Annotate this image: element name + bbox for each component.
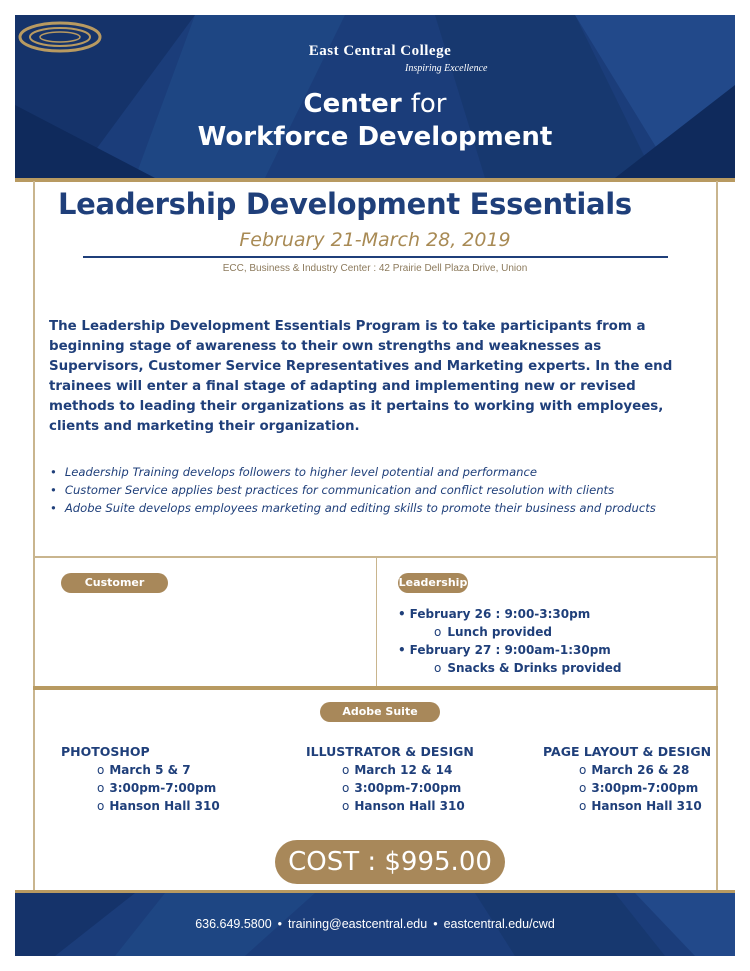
divider-sessions-vertical	[376, 558, 377, 686]
program-bullet-list	[50, 463, 700, 517]
leadership-label: Leadership	[398, 573, 468, 593]
course-illustrator	[306, 743, 474, 815]
bullet-customer-service: • Customer Service applies best practices for communication and conflict resolution with clients	[50, 481, 700, 499]
event-title: Leadership Development Essentials	[58, 187, 632, 221]
course-dates: o March 5 & 7	[97, 761, 220, 779]
header-banner	[15, 15, 735, 178]
course-location: o Hanson Hall 310	[579, 797, 711, 815]
college-logo-swoosh-icon	[15, 15, 105, 55]
course-location: o Hanson Hall 310	[97, 797, 220, 815]
event-address: ECC, Business & Industry Center : 42 Prairie Dell Plaza Drive, Union	[222, 263, 528, 274]
intro-paragraph: The Leadership Development Essentials Program is to take participants from a beginning stage of awareness to their own strengths and weaknesses as Supervisors, Customer Service Representatives and Marketing experts. In the end trainees will enter a final stage of adapting and implementing new or revised methods to leading their organizations as it pertains to working with employees, clients and marketing their organization.	[49, 319, 673, 434]
course-name: PAGE LAYOUT & DESIGN	[543, 744, 712, 759]
header-title-word1: Center	[303, 89, 402, 119]
customer-service-label: Customer Service	[61, 573, 168, 593]
header-title-word2: for	[410, 89, 447, 119]
course-time: o 3:00pm-7:00pm	[342, 779, 474, 797]
event-dates: February 21-March 28, 2019	[239, 229, 511, 251]
course-dates: o March 26 & 28	[579, 761, 711, 779]
footer-separator: •	[433, 917, 438, 931]
course-time: o 3:00pm-7:00pm	[97, 779, 220, 797]
bullet-leadership: • Leadership Training develops followers to higher level potential and performance	[50, 463, 700, 481]
course-name: ILLUSTRATOR & DESIGN	[306, 744, 474, 759]
footer-email-link[interactable]: training@eastcentral.edu	[288, 917, 428, 931]
footer-contact	[15, 893, 735, 956]
divider-adobe-top	[33, 686, 718, 690]
adobe-suite-label: Adobe Suite	[320, 702, 440, 722]
course-name: PHOTOSHOP	[61, 744, 150, 759]
header-title-line1	[15, 89, 735, 119]
footer-separator: •	[277, 917, 283, 931]
leadership-note-1: o Lunch provided	[398, 623, 622, 641]
college-tagline: Inspiring Excellence	[405, 63, 488, 74]
title-underline	[83, 256, 668, 258]
course-time: o 3:00pm-7:00pm	[579, 779, 711, 797]
course-location: o Hanson Hall 310	[342, 797, 474, 815]
cost-badge: COST : $995.00	[275, 840, 505, 884]
leadership-note-2: o Snacks & Drinks provided	[398, 659, 622, 677]
leadership-date-2: • February 27 : 9:00am-1:30pm	[398, 641, 622, 659]
leadership-schedule	[398, 605, 622, 677]
course-page-layout	[543, 743, 711, 815]
college-name: East Central College	[308, 43, 452, 59]
footer-website-link[interactable]: eastcentral.edu/cwd	[443, 917, 555, 931]
footer-phone: 636.649.5800	[195, 917, 272, 931]
footer-banner	[15, 893, 735, 956]
bullet-adobe-suite: • Adobe Suite develops employees marketing and editing skills to promote their business and products	[50, 499, 700, 517]
leadership-date-1: • February 26 : 9:00-3:30pm	[398, 605, 622, 623]
course-photoshop	[61, 743, 220, 815]
course-dates: o March 12 & 14	[342, 761, 474, 779]
header-title-line2: Workforce Development	[197, 122, 553, 152]
